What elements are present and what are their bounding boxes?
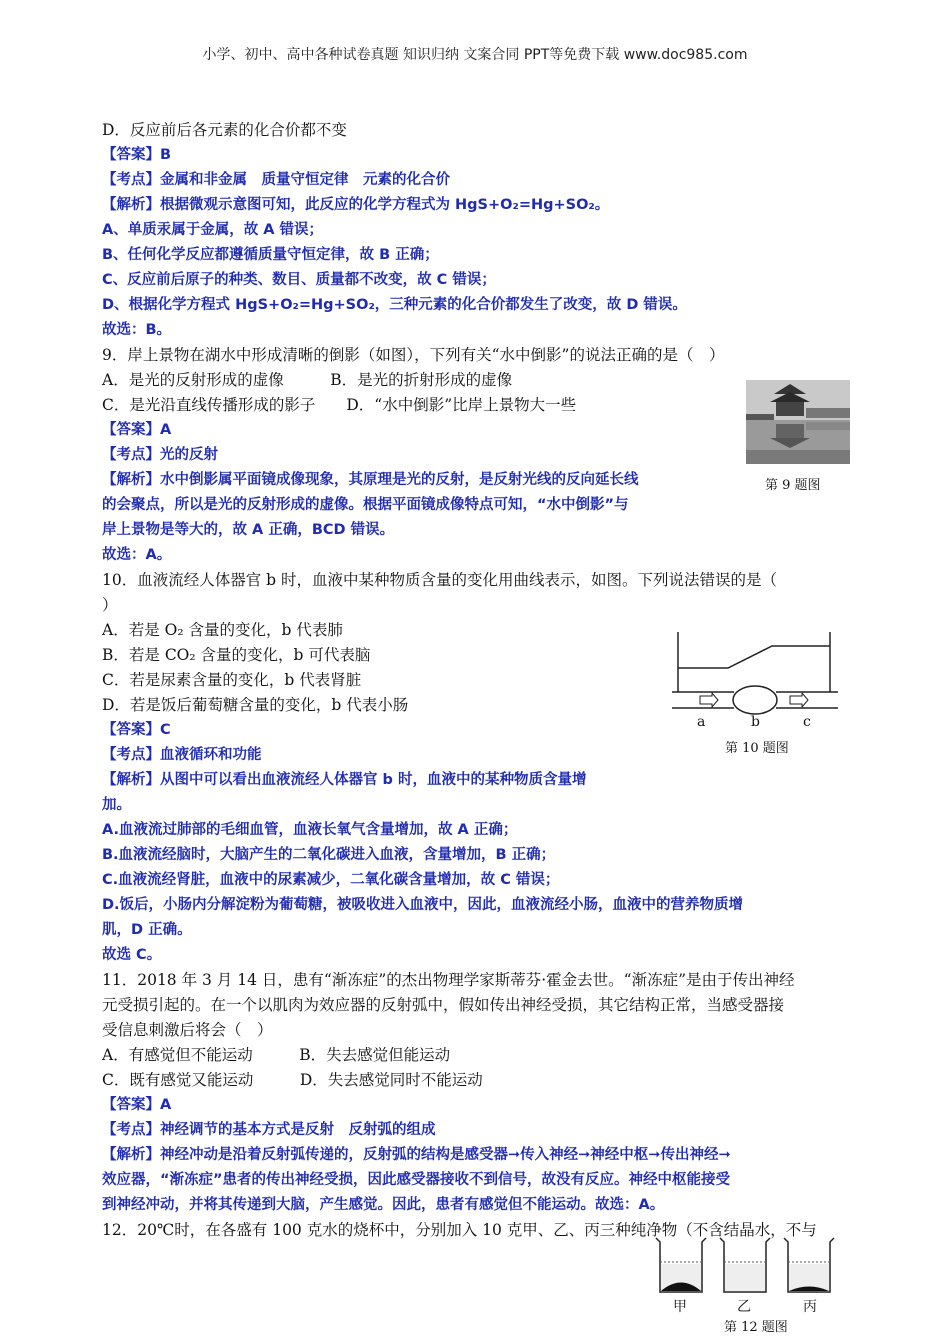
beaker-yi — [720, 1238, 770, 1292]
question-12: 12．20℃时，在各盛有 100 克水的烧杯中，分别加入 10 克甲、乙、丙三种纯净物（不含结晶水，不与 — [102, 1221, 817, 1239]
q10-option-d: D．若是饭后葡萄糖含量的变化，b 代表小肠 — [102, 696, 409, 714]
analysis-q9-1: 【解析】水中倒影属平面镜成像现象，其原理是光的反射，是反射光线的反向延长线 — [102, 472, 639, 488]
q9-options-ab: A．是光的反射形成的虚像 B．是光的折射形成的虚像 — [102, 371, 513, 389]
option-d-q8: D．反应前后各元素的化合价都不变 — [102, 121, 347, 139]
analysis-q10-d: D.饭后，小肠内分解淀粉为葡萄糖，被吸收进入血液中，因此，血液流经小肠，血液中的营养物质增 — [102, 897, 744, 913]
q9-options-cd: C．是光沿直线传播形成的影子 D．“水中倒影”比岸上景物大一些 — [102, 396, 577, 414]
q10-option-a: A．若是 O₂ 含量的变化，b 代表肺 — [102, 621, 343, 639]
figure-9-photo — [746, 380, 850, 464]
analysis-q9-3: 岸上景物是等大的，故 A 正确，BCD 错误。 — [102, 522, 395, 538]
topic-q11: 【考点】神经调节的基本方式是反射 反射弧的组成 — [102, 1122, 436, 1138]
figure-12-caption: 第 12 题图 — [724, 1320, 788, 1335]
analysis-q11-3: 到神经冲动，并将其传递到大脑，产生感觉。因此，患者有感觉但不能运动。故选：A。 — [102, 1197, 665, 1213]
beaker-bing — [784, 1238, 834, 1292]
analysis-q10-c: C.血液流经肾脏，血液中的尿素减少，二氧化碳含量增加，故 C 错误； — [102, 872, 560, 888]
figure-9-caption: 第 9 题图 — [765, 478, 821, 493]
analysis-q10-b: B.血液流经脑时，大脑产生的二氧化碳进入血液，含量增加，B 正确； — [102, 847, 556, 863]
answer-q8: 【答案】B — [102, 147, 172, 163]
figure-10-label-c: c — [803, 714, 811, 730]
analysis-q9-2: 的会聚点，所以是光的反射形成的虚像。根据平面镜成像特点可知，“水中倒影”与 — [102, 497, 629, 513]
q11-options-cd: C．既有感觉又能运动 D．失去感觉同时不能运动 — [102, 1071, 483, 1089]
analysis-q10-a: A.血液流过肺部的毛细血管，血液长氧气含量增加，故 A 正确； — [102, 822, 518, 838]
analysis-q8: 【解析】根据微观示意图可知，此反应的化学方程式为 HgS+O₂=Hg+SO₂。 — [102, 197, 610, 213]
figure-12-label-bing: 丙 — [803, 1299, 817, 1315]
analysis-q11-2: 效应器，“渐冻症”患者的传出神经受损，因此感受器接收不到信号，故没有反应。神经中枢能接受 — [102, 1172, 731, 1188]
figure-12-beakers — [650, 1236, 850, 1296]
analysis-q10-d-cont: 肌，D 正确。 — [102, 922, 192, 938]
analysis-q10-2: 加。 — [102, 797, 131, 813]
question-11-cont2: 受信息刺激后将会（ ） — [102, 1021, 273, 1039]
figure-10-caption: 第 10 题图 — [725, 741, 789, 756]
analysis-q10-1: 【解析】从图中可以看出血液流经人体器官 b 时，血液中的某种物质含量增 — [102, 772, 587, 788]
analysis-q8-c: C、反应前后原子的种类、数目、质量都不改变，故 C 错误； — [102, 272, 496, 288]
question-11-cont1: 元受损引起的。在一个以肌肉为效应器的反射弧中，假如传出神经受损，其它结构正常，当感受器接 — [102, 996, 785, 1014]
answer-q9: 【答案】A — [102, 422, 172, 438]
answer-q11: 【答案】A — [102, 1097, 172, 1113]
analysis-q8-a: A、单质汞属于金属，故 A 错误； — [102, 222, 324, 238]
choice-q9: 故选：A。 — [102, 547, 172, 563]
question-10: 10．血液流经人体器官 b 时，血液中某种物质含量的变化用曲线表示，如图。下列说法错误的是（ — [102, 571, 778, 589]
topic-q10: 【考点】血液循环和功能 — [102, 747, 262, 763]
topic-q9: 【考点】光的反射 — [102, 447, 218, 463]
beaker-jia — [656, 1238, 706, 1292]
q10-option-c: C．若是尿素含量的变化，b 代表肾脏 — [102, 671, 362, 689]
question-10-cont: ） — [102, 596, 118, 614]
q10-option-b: B．若是 CO₂ 含量的变化，b 可代表脑 — [102, 646, 371, 664]
question-11: 11．2018 年 3 月 14 日，患有“渐冻症”的杰出物理学家斯蒂芬·霍金去世。“渐冻症”是由于传出神经 — [102, 971, 795, 989]
q11-options-ab: A．有感觉但不能运动 B．失去感觉但能运动 — [102, 1046, 451, 1064]
topic-q8: 【考点】金属和非金属 质量守恒定律 元素的化合价 — [102, 172, 450, 188]
analysis-q8-d: D、根据化学方程式 HgS+O₂=Hg+SO₂，三种元素的化合价都发生了改变，故 D 错误。 — [102, 297, 687, 313]
figure-12-label-yi: 乙 — [737, 1299, 751, 1315]
figure-12-label-jia: 甲 — [673, 1299, 687, 1315]
choice-q10: 故选 C。 — [102, 947, 162, 963]
page-header: 小学、初中、高中各种试卷真题 知识归纳 文案合同 PPT等免费下载 www.doc985.com — [202, 47, 748, 63]
analysis-q11-1: 【解析】神经冲动是沿着反射弧传递的，反射弧的结构是感受器➞传入神经➞神经中枢➞传出神经➞ — [102, 1147, 731, 1163]
figure-10-label-a: a — [697, 714, 706, 730]
answer-q10: 【答案】C — [102, 722, 171, 738]
question-9: 9．岸上景物在湖水中形成清晰的倒影（如图），下列有关“水中倒影”的说法正确的是（ ） — [102, 346, 725, 364]
choice-q8: 故选：B。 — [102, 322, 172, 338]
analysis-q8-b: B、任何化学反应都遵循质量守恒定律，故 B 正确； — [102, 247, 439, 263]
figure-10-label-b: b — [751, 714, 760, 730]
